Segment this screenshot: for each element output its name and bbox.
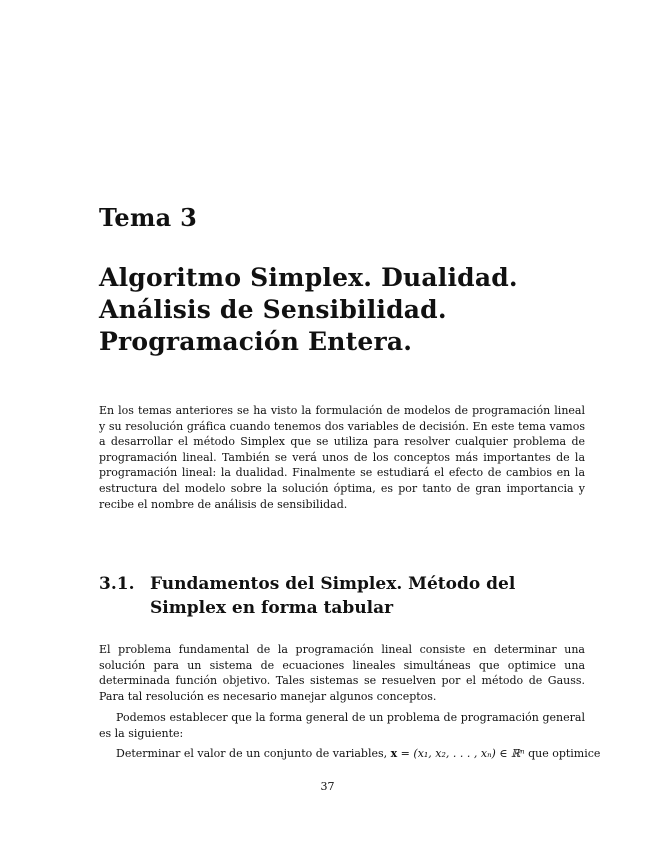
section-title: Fundamentos del Simplex. Método del Simplex en forma tabular xyxy=(150,574,516,618)
chapter-title xyxy=(99,262,619,358)
body-text: que optimice xyxy=(524,747,601,760)
body-paragraph: El problema fundamental de la programación lineal consiste en determinar una solución para un sistema de ecuaciones lineales simultáneas que optimice una determinada función objetivo. Tales sistemas se resuelven por el método de Gauss. Para tal resolución es necesario manejar algunos conceptos. xyxy=(99,643,585,703)
chapter-title-line: Análisis de Sensibilidad. xyxy=(99,295,447,324)
body-paragraph: Podemos establecer que la forma general de un problema de programación general es la siguiente: xyxy=(99,711,585,740)
chapter-title-line: Algoritmo Simplex. Dualidad. xyxy=(99,263,518,292)
intro-paragraph: En los temas anteriores se ha visto la formulación de modelos de programación lineal y su resolución gráfica cuando tenemos dos variables de decisión. En este tema vamos a desarrollar el método Simplex que se utiliza para resolver cualquier problema de programación lineal. También se verá unos de los conceptos más importantes de la programación lineal: la dualidad. Finalmente se estudiará el efecto de cambios en la estructura del modelo sobre la solución óptima, es por tanto de gran importancia y recibe el nombre de análisis de sensibilidad. xyxy=(99,404,585,511)
chapter-title-line: Programación Entera. xyxy=(99,327,413,356)
section-number: 3.1. xyxy=(99,574,135,594)
page-number: 37 xyxy=(320,780,335,793)
math-expression: = (x₁, x₂, . . . , xₙ) ∈ ℝⁿ xyxy=(397,747,525,760)
vector-symbol: x xyxy=(390,747,398,760)
chapter-label: Tema 3 xyxy=(99,203,198,232)
body-paragraph-with-math xyxy=(99,746,601,762)
body-text: Determinar el valor de un conjunto de variables, xyxy=(116,747,391,760)
